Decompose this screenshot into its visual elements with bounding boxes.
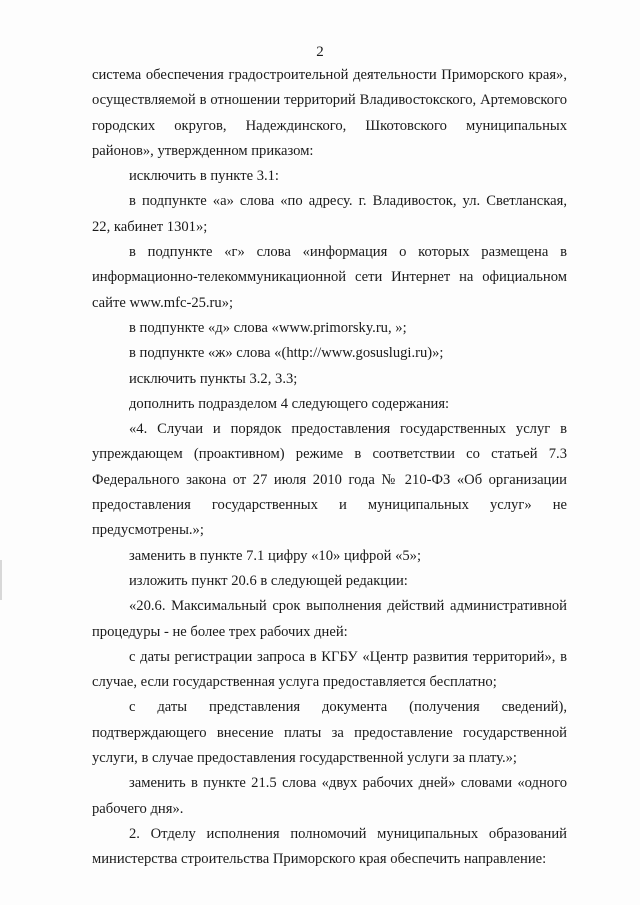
paragraph-from-registration: с даты регистрации запроса в КГБУ «Центр развития территорий», в случае, если государственная услуга предоставляется бесплатно;: [92, 648, 567, 691]
paragraph-add-subsection-4: дополнить подразделом 4 следующего содержания:: [129, 395, 450, 412]
paragraph-exclude-3-2-3-3: исключить пункты 3.2, 3.3;: [129, 370, 298, 387]
paragraph-from-submission: с даты представления документа (получения сведений), подтверждающего внесение платы за предоставление государственной услуги, в случае предоставления государственной услуги за плату.»;: [92, 699, 567, 767]
paragraph-restate-20-6: изложить пункт 20.6 в следующей редакции:: [129, 572, 408, 589]
paragraph-replace-21-5: заменить в пункте 21.5 слова «двух рабочих дней» словами «одного рабочего дня».: [92, 775, 567, 817]
paragraph-replace-7-1: заменить в пункте 7.1 цифру «10» цифрой «5»;: [129, 547, 422, 564]
paragraph-exclude-3-1: исключить в пункте 3.1:: [129, 168, 279, 185]
document-body: [92, 63, 567, 873]
scan-artifact: [0, 560, 2, 600]
paragraph-subpoint-zh: в подпункте «ж» слова «(http://www.gosuslugi.ru)»;: [129, 345, 444, 362]
paragraph-subsection-4-text: «4. Случаи и порядок предоставления государственных услуг в упреждающем (проактивном) режиме в соответствии со статьей 7.3 Федерального закона от 27 июля 2010 года № 210-ФЗ «Об организации предоставления государственных и муниципальных услуг» не предусмотрены.»;: [92, 421, 567, 539]
paragraph-intro: система обеспечения градостроительной деятельности Приморского края», осуществляемой в отношении территорий Владивостокского, Артемовского городских округов, Надеждинского, Шкотовского муниципальных районов», утвержденном приказом:: [92, 67, 567, 159]
paragraph-subpoint-a: в подпункте «а» слова «по адресу. г. Владивосток, ул. Светланская, 22, кабинет 1301»;: [92, 193, 567, 235]
paragraph-subpoint-g: в подпункте «г» слова «информация о которых размещена в информационно-телекоммуникационной сети Интернет на официальном сайте www.mfc-25.ru»;: [92, 244, 567, 311]
paragraph-item-2: 2. Отделу исполнения полномочий муниципальных образований министерства строительства Приморского края обеспечить направление:: [92, 825, 567, 868]
paragraph-20-6-text: «20.6. Максимальный срок выполнения действий административной процедуры - не более трех рабочих дней:: [92, 598, 567, 640]
paragraph-subpoint-d: в подпункте «д» слова «www.primorsky.ru, »;: [129, 319, 407, 336]
page-number: 2: [316, 44, 324, 60]
